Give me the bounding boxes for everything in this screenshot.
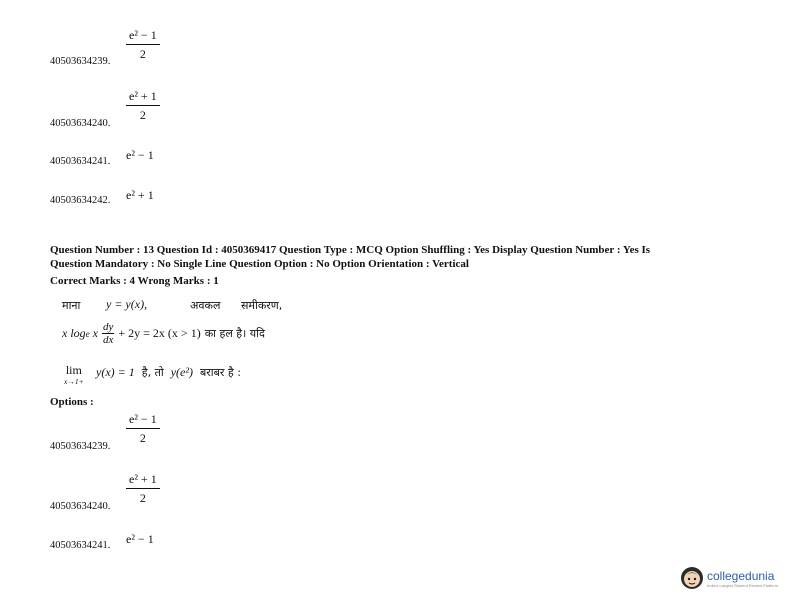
question-word-samikaran: समीकरण, bbox=[241, 299, 283, 312]
option-1-id: 40503634239. bbox=[50, 441, 111, 452]
option-3-expression: e² − 1 bbox=[126, 532, 154, 546]
prev-option-4-expression: e² + 1 bbox=[126, 188, 154, 202]
prev-option-3-expression: e² − 1 bbox=[126, 148, 154, 162]
prev-option-2-fraction bbox=[126, 89, 160, 124]
equation-derivative bbox=[102, 321, 114, 346]
option-2-fraction bbox=[126, 472, 160, 507]
options-label: Options : bbox=[50, 396, 94, 408]
mascot-icon bbox=[681, 567, 703, 589]
limit-hindi-text2: बराबर है : bbox=[199, 366, 241, 379]
logo-tagline: India's Largest Student Review Platform bbox=[707, 582, 779, 588]
limit-hindi-text: है, तो bbox=[141, 366, 164, 379]
equation-log-base: e bbox=[85, 328, 90, 339]
prev-option-1-numerator: e² − 1 bbox=[126, 28, 160, 45]
logo-name: collegedunia bbox=[707, 568, 775, 583]
question-marks: Correct Marks : 4 Wrong Marks : 1 bbox=[50, 275, 219, 287]
option-2-denominator: 2 bbox=[139, 491, 146, 505]
prev-option-2-numerator: e² + 1 bbox=[126, 89, 160, 106]
limit-target: y(e²) bbox=[170, 365, 193, 379]
question-header-line1: Question Number : 13 Question Id : 4050369417 Question Type : MCQ Option Shuffling : Yes Display Question Number : Yes Is bbox=[50, 244, 651, 256]
option-1-denominator: 2 bbox=[139, 431, 146, 445]
prev-option-1-fraction bbox=[126, 28, 160, 63]
option-1-fraction bbox=[126, 412, 160, 447]
question-function: y = y(x), bbox=[106, 297, 148, 311]
limit-statement bbox=[96, 363, 241, 381]
option-1-numerator: e² − 1 bbox=[126, 412, 160, 429]
limit-operator bbox=[64, 363, 84, 386]
prev-option-4-id: 40503634242. bbox=[50, 195, 111, 206]
equation-x: x bbox=[92, 326, 98, 340]
prev-option-2-denominator: 2 bbox=[139, 108, 146, 122]
question-word-avakal: अवकल bbox=[190, 299, 221, 312]
derivative-denominator: dx bbox=[103, 334, 114, 346]
question-word-mana: माना bbox=[62, 299, 81, 312]
equation-xlog: x log bbox=[62, 326, 86, 340]
question-header-line2: Question Mandatory : No Single Line Question Option : No Option Orientation : Vertical bbox=[50, 258, 469, 270]
prev-option-1-id: 40503634239. bbox=[50, 56, 111, 67]
prev-option-1-denominator: 2 bbox=[139, 47, 146, 61]
equation-rhs: + 2y = 2x (x > 1) bbox=[118, 326, 201, 340]
prev-option-3-id: 40503634241. bbox=[50, 156, 111, 167]
option-2-id: 40503634240. bbox=[50, 501, 111, 512]
option-3-id: 40503634241. bbox=[50, 540, 111, 551]
limit-subscript: x→1+ bbox=[64, 377, 84, 386]
prev-option-2-id: 40503634240. bbox=[50, 118, 111, 129]
limit-word: lim bbox=[65, 363, 82, 377]
limit-expression: y(x) = 1 bbox=[96, 365, 135, 379]
option-2-numerator: e² + 1 bbox=[126, 472, 160, 489]
differential-equation bbox=[62, 321, 265, 346]
collegedunia-logo bbox=[681, 567, 778, 589]
derivative-numerator: dy bbox=[103, 321, 114, 333]
equation-hindi-text: का हल है। यदि bbox=[204, 327, 265, 340]
